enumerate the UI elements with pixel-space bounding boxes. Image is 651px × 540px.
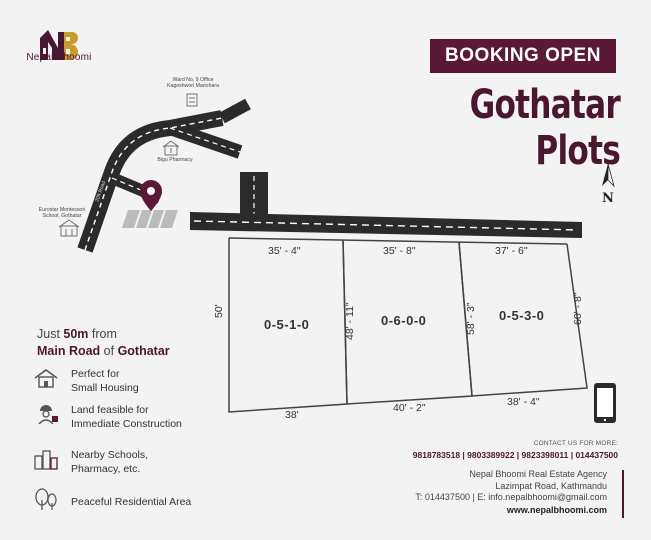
road-name-label: 20ft Road xyxy=(94,180,108,203)
main-road-note xyxy=(37,344,170,358)
north-label: N xyxy=(602,191,614,206)
booking-open-banner: BOOKING OPEN xyxy=(430,39,616,73)
ward-office-text: Ward No. 9 Office Kageshwori Manohara xyxy=(167,77,219,89)
agency-name: Nepal Bhoomi Real Estate Agency xyxy=(469,469,607,479)
main-road xyxy=(190,172,582,238)
worker-icon xyxy=(33,402,59,424)
school-label: Eurostar Montessori School, Gothatar xyxy=(38,207,86,219)
tree-icon xyxy=(33,488,59,510)
plot-2-bottom-width: 40' - 2" xyxy=(393,402,426,414)
plot-3-bottom-width: 38' - 4" xyxy=(507,396,540,408)
website-link[interactable]: www.nepalbhoomi.com xyxy=(506,505,607,515)
brand-name: Nepal Bhoomi xyxy=(26,52,92,63)
agency-block xyxy=(380,469,607,504)
north-arrow-icon xyxy=(602,164,614,186)
contact-header: CONTACT US FOR MORE: xyxy=(533,440,618,447)
pharmacy-building-icon xyxy=(163,141,179,155)
pharmacy-label: Bigu Pharmacy xyxy=(157,157,193,163)
agency-address: Lazimpat Road, Kathmandu xyxy=(495,480,607,491)
ward-office-building-icon xyxy=(187,94,197,106)
plot-2-left-side: 48' - 11" xyxy=(344,302,356,340)
ward-office-label xyxy=(150,78,236,90)
plot-1-top-width: 35' - 4" xyxy=(268,245,301,257)
page-title: Gothatar Plots xyxy=(469,82,620,174)
feature-nearby-schools: Nearby Schools, Pharmacy, etc. xyxy=(71,449,149,476)
location-pin-icon xyxy=(140,180,162,211)
feature-construction: Land feasible for Immediate Construction xyxy=(71,404,182,431)
feature-small-housing: Perfect for Small Housing xyxy=(71,368,139,395)
school-building-icon xyxy=(59,220,79,236)
main-road-text: Main Road xyxy=(37,344,101,358)
main-road-of: of xyxy=(100,344,118,358)
house-icon xyxy=(33,367,59,389)
distance-suffix: from xyxy=(88,327,117,341)
buildings-icon xyxy=(33,448,59,470)
plot-1-left-side: 50' xyxy=(213,304,225,318)
main-road-place: Gothatar xyxy=(117,344,170,358)
agency-tel-email[interactable]: T: 014437500 | E: info.nepalbhoomi@gmail.com xyxy=(415,492,607,503)
plot-1-area: 0-5-1-0 xyxy=(264,317,310,332)
smartphone-icon xyxy=(594,383,616,423)
contact-phones[interactable]: 9818783518 | 9803389922 | 9823398011 | 014437500 xyxy=(412,450,618,460)
plot-1-bottom-width: 38' xyxy=(285,409,299,421)
plot-2-area: 0-6-0-0 xyxy=(381,313,427,328)
distance-prefix: Just xyxy=(37,327,64,341)
contact-divider xyxy=(622,470,624,518)
plot-3-top-width: 37' - 6" xyxy=(495,245,528,257)
feature-peaceful-area: Peaceful Residential Area xyxy=(71,496,192,508)
plot-3-area: 0-5-3-0 xyxy=(499,308,545,323)
plot-3-left-side: 58' - 3" xyxy=(465,302,477,335)
plot-2-top-width: 35' - 8" xyxy=(383,245,416,257)
distance-value: 50m xyxy=(63,327,89,341)
distance-note xyxy=(37,327,117,341)
crosswalk xyxy=(122,210,178,228)
plot-3-right-side: 60' - 8" xyxy=(572,292,584,325)
